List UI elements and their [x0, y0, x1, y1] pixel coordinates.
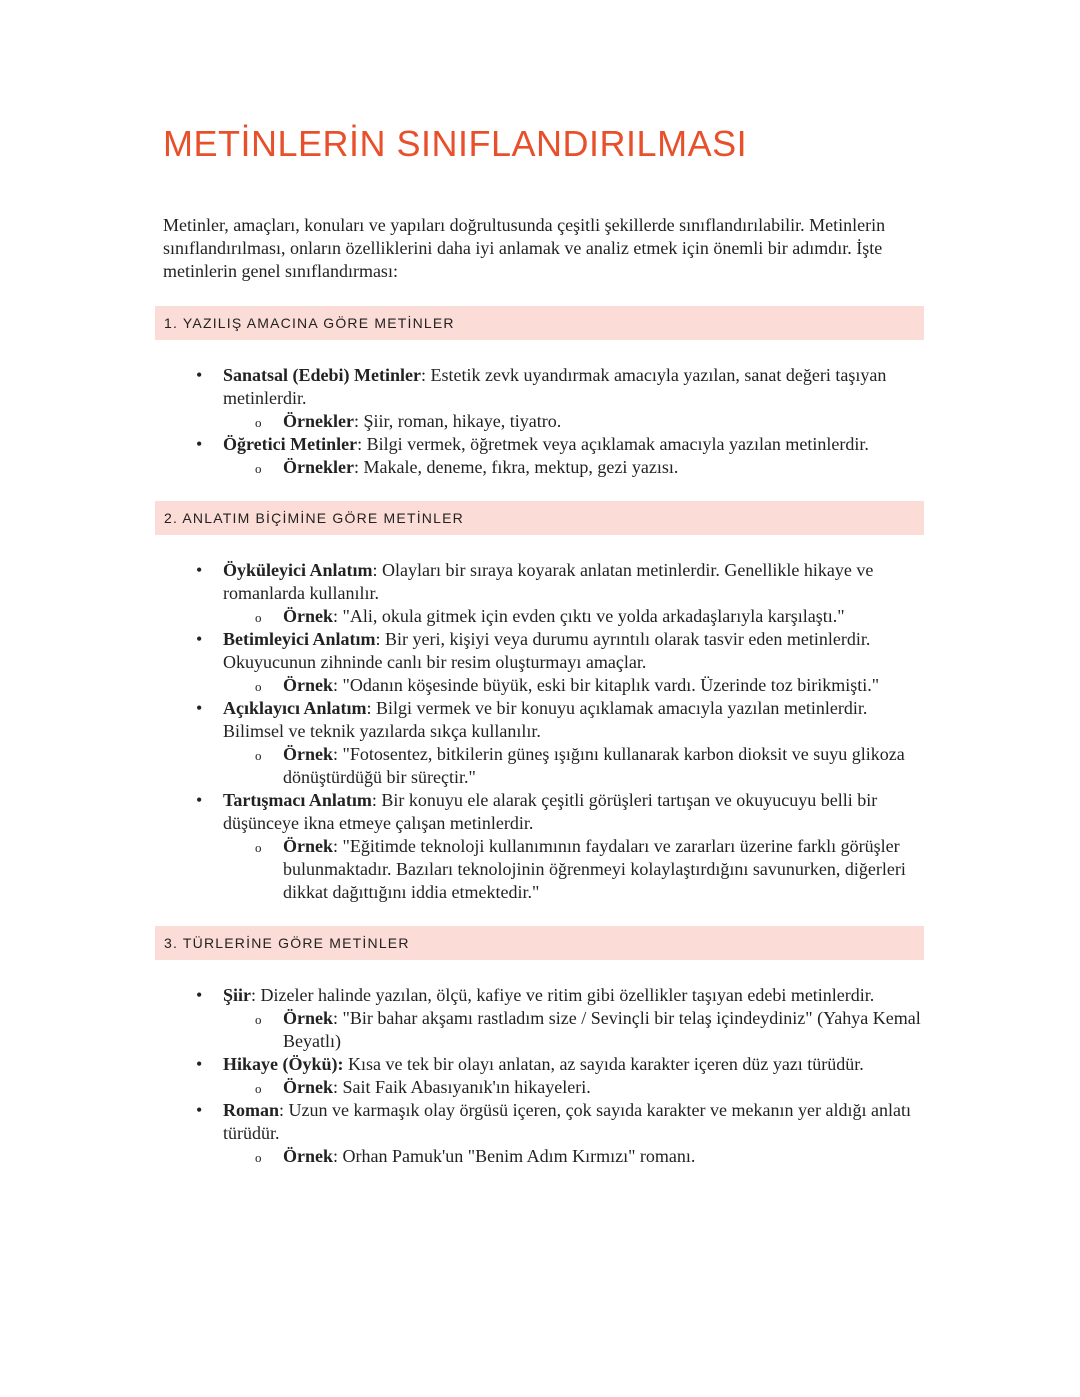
list-item: [163, 433, 924, 479]
sub-term: Örnekler: [283, 457, 354, 477]
sub-list-item: [223, 1076, 924, 1099]
circle-bullet-icon: o: [255, 748, 262, 763]
sub-list-item: [223, 1145, 924, 1168]
item-desc: : Uzun ve karmaşık olay örgüsü içeren, çok sayıda karakter ve mekanın yer aldığı anlatı türüdür.: [223, 1100, 911, 1143]
circle-bullet-icon: o: [255, 461, 262, 476]
sub-desc: : "Odanın köşesinde büyük, eski bir kitaplık vardı. Üzerinde toz birikmişti.": [333, 675, 880, 695]
bullet-icon: •: [196, 985, 203, 1005]
list-item: [163, 984, 924, 1053]
list-item: [163, 559, 924, 628]
sub-term: Örnek: [283, 744, 334, 764]
section-heading: 3. TÜRLERİNE GÖRE METİNLER: [155, 926, 924, 960]
sub-term: Örnek: [283, 1008, 334, 1028]
item-desc: Kısa ve tek bir olayı anlatan, az sayıda karakter içeren düz yazı türüdür.: [343, 1054, 864, 1074]
sub-term: Örnek: [283, 606, 334, 626]
item-term: Roman: [223, 1100, 280, 1120]
list-item: [163, 364, 924, 433]
sub-desc: : "Bir bahar akşamı rastladım size / Sevinçli bir telaş içindeydiniz" (Yahya Kemal Beyatlı): [283, 1008, 921, 1051]
list-item: [163, 1053, 924, 1099]
list-item: [163, 628, 924, 697]
sub-desc: : Makale, deneme, fıkra, mektup, gezi yazısı.: [353, 457, 679, 477]
sub-list-item: [223, 674, 924, 697]
sub-desc: : "Fotosentez, bitkilerin güneş ışığını kullanarak karbon dioksit ve suyu glikoza dönüştürdüğü bir süreçtir.": [283, 744, 905, 787]
sub-desc: : Sait Faik Abasıyanık'ın hikayeleri.: [333, 1077, 591, 1097]
section-list: [163, 559, 924, 904]
sub-desc: : "Eğitimde teknoloji kullanımının faydaları ve zararları üzerine farklı görüşler bulunmaktadır. Bazıları teknolojinin öğrenmeyi kolaylaştırdığını savunurken, diğerleri dikkat dağıttığını iddia etmektedir.": [283, 836, 906, 902]
circle-bullet-icon: o: [255, 415, 262, 430]
circle-bullet-icon: o: [255, 1012, 262, 1027]
sub-term: Örnek: [283, 836, 334, 856]
item-term: Açıklayıcı Anlatım: [223, 698, 367, 718]
sub-list-item: [223, 605, 924, 628]
sub-list-item: [223, 835, 924, 904]
circle-bullet-icon: o: [255, 610, 262, 625]
section-heading: 1. YAZILIŞ AMACINA GÖRE METİNLER: [155, 306, 924, 340]
circle-bullet-icon: o: [255, 1150, 262, 1165]
item-term: Hikaye (Öykü):: [223, 1054, 344, 1074]
section-heading: 2. ANLATIM BİÇİMİNE GÖRE METİNLER: [155, 501, 924, 535]
item-desc: : Bir yeri, kişiyi veya durumu ayrıntılı olarak tasvir eden metinlerdir. Okuyucunun zihninde canlı bir resim oluşturmayı amaçlar.: [223, 629, 871, 672]
sub-list-item: [223, 1007, 924, 1053]
sub-list-item: [223, 410, 924, 433]
bullet-icon: •: [196, 629, 203, 649]
sub-term: Örnek: [283, 1146, 334, 1166]
item-term: Betimleyici Anlatım: [223, 629, 376, 649]
item-desc: : Bilgi vermek, öğretmek veya açıklamak amacıyla yazılan metinlerdir.: [357, 434, 869, 454]
bullet-icon: •: [196, 1054, 203, 1074]
bullet-icon: •: [196, 790, 203, 810]
section-list: [163, 364, 924, 479]
sub-desc: : Orhan Pamuk'un "Benim Adım Kırmızı" romanı.: [333, 1146, 696, 1166]
sub-term: Örnekler: [283, 411, 354, 431]
sub-list-item: [223, 743, 924, 789]
bullet-icon: •: [196, 365, 203, 385]
circle-bullet-icon: o: [255, 840, 262, 855]
sub-list-item: [223, 456, 924, 479]
bullet-icon: •: [196, 560, 203, 580]
item-desc: : Olayları bir sıraya koyarak anlatan metinlerdir. Genellikle hikaye ve romanlarda kullanılır.: [223, 560, 874, 603]
intro-paragraph: Metinler, amaçları, konuları ve yapıları doğrultusunda çeşitli şekillerde sınıflandırılabilir. Metinlerin sınıflandırılması, onların özelliklerini daha iyi anlamak ve analiz etmek için önemli bir adımdır. İşte metinlerin genel sınıflandırması:: [163, 215, 886, 281]
list-item: [163, 697, 924, 789]
circle-bullet-icon: o: [255, 679, 262, 694]
item-term: Şiir: [223, 985, 252, 1005]
item-desc: : Dizeler halinde yazılan, ölçü, kafiye ve ritim gibi özellikler taşıyan edebi metinlerdir.: [251, 985, 875, 1005]
bullet-icon: •: [196, 698, 203, 718]
list-item: [163, 1099, 924, 1168]
item-term: Tartışmacı Anlatım: [223, 790, 372, 810]
circle-bullet-icon: o: [255, 1081, 262, 1096]
item-desc: : Bir konuyu ele alarak çeşitli görüşleri tartışan ve okuyucuyu belli bir düşünceye ikna etmeye çalışan metinlerdir.: [223, 790, 878, 833]
item-desc: : Estetik zevk uyandırmak amacıyla yazılan, sanat değeri taşıyan metinlerdir.: [223, 365, 887, 408]
item-term: Sanatsal (Edebi) Metinler: [223, 365, 421, 385]
item-desc: : Bilgi vermek ve bir konuyu açıklamak amacıyla yazılan metinlerdir. Bilimsel ve teknik yazılarda sıkça kullanılır.: [223, 698, 868, 741]
section-list: [163, 984, 924, 1168]
page-title: METİNLERİN SINIFLANDIRILMASI: [163, 123, 748, 164]
sub-desc: : "Ali, okula gitmek için evden çıktı ve yolda arkadaşlarıyla karşılaştı.": [333, 606, 845, 626]
item-term: Öyküleyici Anlatım: [223, 560, 373, 580]
bullet-icon: •: [196, 1100, 203, 1120]
list-item: [163, 789, 924, 904]
item-term: Öğretici Metinler: [223, 434, 358, 454]
sub-term: Örnek: [283, 675, 334, 695]
bullet-icon: •: [196, 434, 203, 454]
sub-term: Örnek: [283, 1077, 334, 1097]
sub-desc: : Şiir, roman, hikaye, tiyatro.: [353, 411, 562, 431]
